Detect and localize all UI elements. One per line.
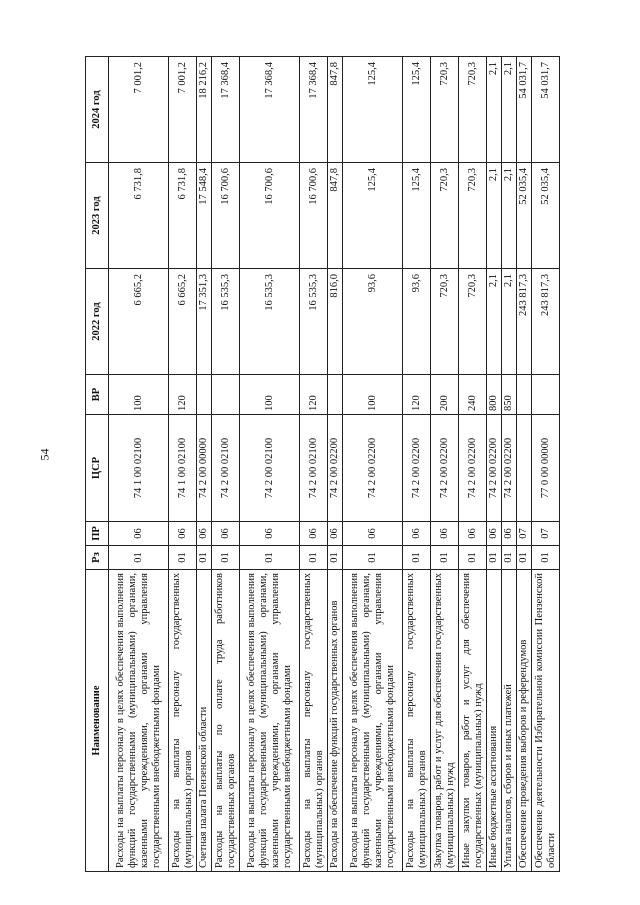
cell-pr: 06 <box>343 522 403 546</box>
cell-pr: 06 <box>109 522 169 546</box>
table-row <box>328 57 343 872</box>
cell-vr <box>532 375 560 415</box>
table-row <box>532 57 560 872</box>
cell-rz: 01 <box>328 546 343 570</box>
cell-vr: 100 <box>343 375 403 415</box>
cell-2024: 720,3 <box>431 57 459 163</box>
header-2023: 2023 год <box>86 163 109 269</box>
cell-vr: 100 <box>240 375 300 415</box>
cell-pr: 06 <box>197 522 212 546</box>
cell-name: Расходы на выплаты персоналу в целях обеспечения выполнения функций государственными (муниципальными) органами, казенными учреждениями, органами управления государственными внебюджетными фондами <box>109 570 169 872</box>
cell-2022: 816,0 <box>328 269 343 375</box>
cell-vr: 100 <box>109 375 169 415</box>
table-row <box>300 57 328 872</box>
cell-vr <box>197 375 212 415</box>
cell-name: Расходы на обеспечение функций государственных органов <box>328 570 343 872</box>
cell-name: Расходы на выплаты персоналу государственных (муниципальных) органов <box>403 570 431 872</box>
cell-2023: 16 700,6 <box>300 163 328 269</box>
cell-vr: 200 <box>431 375 459 415</box>
header-csr: ЦСР <box>86 415 109 522</box>
cell-2024: 125,4 <box>403 57 431 163</box>
cell-rz: 01 <box>403 546 431 570</box>
cell-rz: 01 <box>169 546 197 570</box>
cell-2022: 93,6 <box>343 269 403 375</box>
cell-2024: 7 001,2 <box>169 57 197 163</box>
table-row <box>459 57 487 872</box>
cell-rz: 01 <box>459 546 487 570</box>
cell-csr <box>517 415 532 522</box>
cell-2024: 7 001,2 <box>109 57 169 163</box>
cell-csr: 74 2 00 02200 <box>403 415 431 522</box>
table-row <box>502 57 517 872</box>
cell-2022: 2,1 <box>487 269 502 375</box>
cell-csr: 74 2 00 02100 <box>212 415 240 522</box>
cell-vr <box>212 375 240 415</box>
cell-vr: 800 <box>487 375 502 415</box>
cell-2022: 6 665,2 <box>169 269 197 375</box>
cell-2024: 720,3 <box>459 57 487 163</box>
page-number: 54 <box>37 448 52 461</box>
cell-rz: 01 <box>431 546 459 570</box>
cell-2023: 2,1 <box>487 163 502 269</box>
cell-2023: 52 035,4 <box>517 163 532 269</box>
cell-pr: 06 <box>169 522 197 546</box>
table-row <box>431 57 459 872</box>
cell-2023: 6 731,8 <box>109 163 169 269</box>
table-row <box>169 57 197 872</box>
cell-2024: 125,4 <box>343 57 403 163</box>
table-row <box>517 57 532 872</box>
cell-name: Обеспечение деятельности Избирательной комиссии Пензенской области <box>532 570 560 872</box>
table-row <box>212 57 240 872</box>
cell-rz: 01 <box>212 546 240 570</box>
cell-2023: 720,3 <box>431 163 459 269</box>
cell-pr: 06 <box>240 522 300 546</box>
cell-pr: 06 <box>328 522 343 546</box>
cell-name: Расходы на выплаты персоналу в целях обеспечения выполнения функций государственными (муниципальными) органами, казенными учреждениями, органами управления государственными внебюджетными фондами <box>343 570 403 872</box>
table-row <box>109 57 169 872</box>
header-2024: 2024 год <box>86 57 109 163</box>
cell-rz: 01 <box>240 546 300 570</box>
cell-2024: 54 031,7 <box>517 57 532 163</box>
cell-pr: 07 <box>517 522 532 546</box>
table-row <box>343 57 403 872</box>
table-row <box>197 57 212 872</box>
cell-csr: 74 2 00 02200 <box>487 415 502 522</box>
cell-pr: 06 <box>300 522 328 546</box>
cell-2023: 847,8 <box>328 163 343 269</box>
cell-pr: 06 <box>502 522 517 546</box>
cell-2023: 125,4 <box>343 163 403 269</box>
cell-name: Расходы на выплаты персоналу государственных (муниципальных) органов <box>169 570 197 872</box>
cell-rz: 01 <box>197 546 212 570</box>
cell-2022: 720,3 <box>431 269 459 375</box>
cell-2024: 18 216,2 <box>197 57 212 163</box>
cell-2023: 125,4 <box>403 163 431 269</box>
cell-pr: 06 <box>403 522 431 546</box>
cell-2023: 17 548,4 <box>197 163 212 269</box>
cell-rz: 01 <box>502 546 517 570</box>
cell-2022: 16 535,3 <box>300 269 328 375</box>
table-row <box>487 57 502 872</box>
cell-2024: 2,1 <box>487 57 502 163</box>
cell-vr: 120 <box>169 375 197 415</box>
cell-vr: 240 <box>459 375 487 415</box>
cell-pr: 06 <box>487 522 502 546</box>
rotated-table-container <box>85 57 557 872</box>
cell-2024: 17 368,4 <box>240 57 300 163</box>
cell-2023: 6 731,8 <box>169 163 197 269</box>
cell-2024: 2,1 <box>502 57 517 163</box>
cell-2022: 243 817,3 <box>532 269 560 375</box>
cell-2024: 17 368,4 <box>300 57 328 163</box>
header-rz: Рз <box>86 546 109 570</box>
cell-csr: 74 2 00 02200 <box>343 415 403 522</box>
cell-vr: 120 <box>300 375 328 415</box>
cell-csr: 74 2 00 02100 <box>240 415 300 522</box>
cell-2022: 16 535,3 <box>212 269 240 375</box>
header-2022: 2022 год <box>86 269 109 375</box>
cell-rz: 01 <box>343 546 403 570</box>
cell-csr: 74 1 00 02100 <box>169 415 197 522</box>
cell-rz: 01 <box>517 546 532 570</box>
cell-vr <box>517 375 532 415</box>
cell-2023: 720,3 <box>459 163 487 269</box>
cell-csr: 74 1 00 02100 <box>109 415 169 522</box>
cell-vr: 120 <box>403 375 431 415</box>
cell-name: Закупка товаров, работ и услуг для обеспечения государственных (муниципальных) нужд <box>431 570 459 872</box>
cell-csr: 74 2 00 02100 <box>300 415 328 522</box>
cell-name: Иные закупки товаров, работ и услуг для обеспечения государственных (муниципальных) нужд <box>459 570 487 872</box>
cell-vr: 850 <box>502 375 517 415</box>
cell-rz: 01 <box>109 546 169 570</box>
header-name: Наименование <box>86 570 109 872</box>
table-row <box>240 57 300 872</box>
cell-csr: 74 2 00 02200 <box>459 415 487 522</box>
cell-2024: 54 031,7 <box>532 57 560 163</box>
cell-2022: 16 535,3 <box>240 269 300 375</box>
cell-name: Уплата налогов, сборов и иных платежей <box>502 570 517 872</box>
cell-2024: 847,8 <box>328 57 343 163</box>
cell-2023: 2,1 <box>502 163 517 269</box>
cell-csr: 74 2 00 00000 <box>197 415 212 522</box>
cell-csr: 74 2 00 02200 <box>328 415 343 522</box>
cell-2023: 16 700,6 <box>212 163 240 269</box>
cell-name: Расходы на выплаты персоналу государственных (муниципальных) органов <box>300 570 328 872</box>
cell-rz: 01 <box>300 546 328 570</box>
cell-name: Расходы на выплаты персоналу в целях обеспечения выполнения функций государственными (муниципальными) органами, казенными учреждениями, органами управления государственными внебюджетными фондами <box>240 570 300 872</box>
cell-2023: 52 035,4 <box>532 163 560 269</box>
cell-pr: 06 <box>212 522 240 546</box>
cell-csr: 77 0 00 00000 <box>532 415 560 522</box>
header-vr: ВР <box>86 375 109 415</box>
cell-pr: 07 <box>532 522 560 546</box>
cell-2022: 243 817,3 <box>517 269 532 375</box>
cell-2022: 93,6 <box>403 269 431 375</box>
table-header-row <box>86 57 109 872</box>
cell-rz: 01 <box>487 546 502 570</box>
cell-name: Расходы на выплаты по оплате труда работников государственных органов <box>212 570 240 872</box>
cell-name: Иные бюджетные ассигнования <box>487 570 502 872</box>
cell-name: Счетная палата Пензенской области <box>197 570 212 872</box>
header-pr: ПР <box>86 522 109 546</box>
cell-2024: 17 368,4 <box>212 57 240 163</box>
cell-name: Обеспечение проведения выборов и референдумов <box>517 570 532 872</box>
table-row <box>403 57 431 872</box>
cell-2022: 6 665,2 <box>109 269 169 375</box>
cell-csr: 74 2 00 02200 <box>431 415 459 522</box>
budget-table <box>85 56 560 872</box>
cell-pr: 06 <box>431 522 459 546</box>
cell-2022: 720,3 <box>459 269 487 375</box>
cell-2022: 2,1 <box>502 269 517 375</box>
cell-2022: 17 351,3 <box>197 269 212 375</box>
cell-2023: 16 700,6 <box>240 163 300 269</box>
cell-rz: 01 <box>532 546 560 570</box>
cell-vr <box>328 375 343 415</box>
cell-csr: 74 2 00 02200 <box>502 415 517 522</box>
cell-pr: 06 <box>459 522 487 546</box>
